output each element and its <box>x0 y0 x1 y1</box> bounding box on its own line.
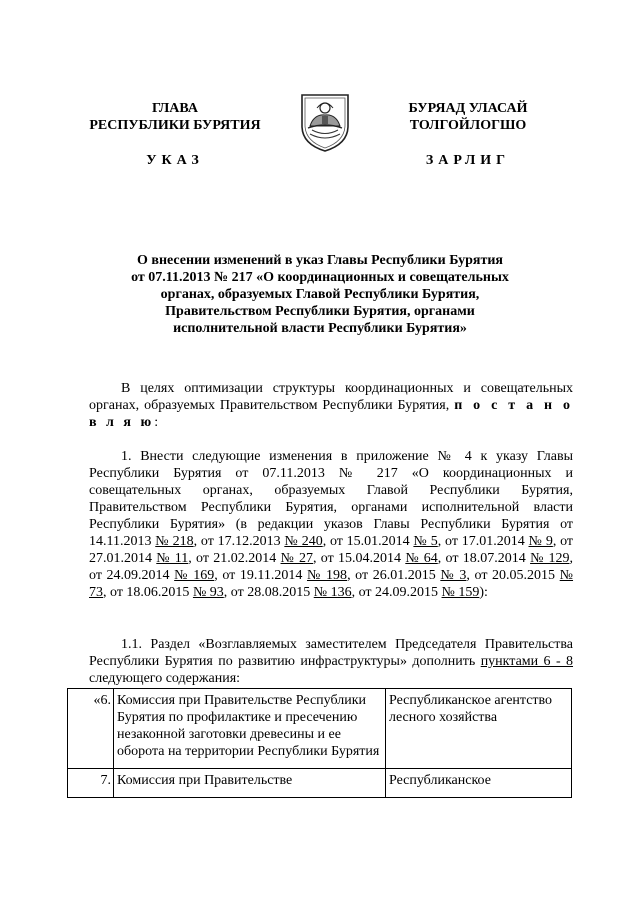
decree-keyword: п о с т а н о в л я ю <box>89 398 574 430</box>
amendment-ref-link[interactable]: № 9 <box>528 534 553 549</box>
amendment-ref-date: , от 19.11.2014 <box>214 568 307 583</box>
amendment-ref-date: ): <box>479 585 488 600</box>
amendment-ref-link[interactable]: № 136 <box>313 585 352 600</box>
title-line: от 07.11.2013 № 217 «О координационных и совещательных <box>131 270 509 285</box>
item-1-text: 1. Внести следующие изменения в приложение № 4 к указу Главы Республики Бурятия от 07.11.2013 № 217 «О координационных и совещательных органах, образуемых Главой Республики Бурятия, Правительством Республики Бурятия, органами исполнительной власти Республики Бурятия» (в редакции указов Главы Республики Бурятия от 14.11.2013 <box>89 449 573 549</box>
amendment-ref-date: , от 27.01.2014 <box>89 534 574 566</box>
coat-of-arms-icon <box>298 92 352 154</box>
header-left <box>70 100 280 169</box>
amendment-ref-date: , от 26.01.2015 <box>347 568 441 583</box>
row-number: 7. <box>68 769 114 798</box>
intro-text: В целях оптимизации структуры координационных и совещательных органах, образуемых Правительством Республики Бурятия, <box>89 381 573 413</box>
intro-end: : <box>154 415 159 430</box>
header-right-line1: БУРЯАД УЛАСАЙ <box>408 101 528 116</box>
amendment-ref-link[interactable]: № 5 <box>413 534 438 549</box>
amendment-ref-date: , от 18.06.2015 <box>103 585 193 600</box>
amendment-ref-date: , от 21.02.2014 <box>188 551 281 566</box>
amendment-refs <box>89 534 573 600</box>
amendment-ref-link[interactable]: № 129 <box>530 551 570 566</box>
amendment-ref-link[interactable]: № 93 <box>192 585 224 600</box>
intro-paragraph <box>89 380 573 431</box>
item-1-1-paragraph <box>89 636 573 687</box>
header-right-line2: ТОЛГОЙЛОГШО <box>409 118 527 133</box>
amendment-ref-link[interactable]: № 3 <box>440 568 467 583</box>
title-line: О внесении изменений в указ Главы Республики Бурятия <box>137 253 503 268</box>
commission-name: Комиссия при Правительстве Республики Бурятия по профилактике и пресечению незаконной заготовки древесины и ее оборота на территории Республики Бурятия <box>114 689 386 769</box>
amendment-ref-link[interactable]: № 64 <box>405 551 438 566</box>
responsible-agency: Республиканское <box>386 769 572 798</box>
amendment-ref-date: , от 28.08.2015 <box>223 585 314 600</box>
table-row <box>68 689 572 769</box>
amendment-ref-link[interactable]: № 11 <box>156 551 189 566</box>
header-right <box>368 100 568 169</box>
item-1-paragraph <box>89 448 573 601</box>
header-left-line1: ГЛАВА <box>152 101 198 116</box>
row-number: «6. <box>68 689 114 769</box>
amendment-ref-link[interactable]: № 240 <box>284 534 323 549</box>
amendment-ref-link[interactable]: № 27 <box>280 551 313 566</box>
title-line: органах, образуемых Главой Республики Бурятия, <box>160 287 480 302</box>
amendment-ref-link[interactable]: № 73 <box>89 568 574 600</box>
header-left-kind: УКАЗ <box>146 153 204 168</box>
points-link[interactable]: пунктами 6 - 8 <box>480 654 574 669</box>
item-1-1-after: следующего содержания: <box>89 671 241 686</box>
header-left-line2: РЕСПУБЛИКИ БУРЯТИЯ <box>89 118 261 133</box>
amendment-ref-link[interactable]: № 198 <box>306 568 348 583</box>
title-line: исполнительной власти Республики Бурятия» <box>173 321 467 336</box>
amendment-ref-date: , от 15.01.2014 <box>322 534 414 549</box>
amendment-ref-date: , от 24.09.2014 <box>89 551 574 583</box>
amendment-ref-date: , от 17.12.2013 <box>193 534 285 549</box>
title-line: Правительством Республики Бурятия, органами <box>165 304 475 319</box>
commissions-table <box>67 688 572 798</box>
amendment-ref-link[interactable]: № 218 <box>155 534 194 549</box>
amendment-ref-date: , от 15.04.2014 <box>313 551 406 566</box>
item-1-1-text: 1.1. Раздел «Возглавляемых заместителем Председателя Правительства Республики Бурятия по развитию инфраструктуры» дополнить <box>89 637 573 669</box>
document-title <box>90 252 550 337</box>
commission-name: Комиссия при Правительстве <box>114 769 386 798</box>
amendment-ref-date: , от 20.05.2015 <box>466 568 560 583</box>
amendment-ref-link[interactable]: № 169 <box>174 568 215 583</box>
amendment-ref-link[interactable]: № 159 <box>441 585 480 600</box>
amendment-ref-date: , от 17.01.2014 <box>437 534 529 549</box>
amendment-ref-date: , от 24.09.2015 <box>351 585 442 600</box>
amendment-ref-date: , от 18.07.2014 <box>437 551 531 566</box>
header-right-kind: ЗАРЛИГ <box>425 153 511 168</box>
table-row <box>68 769 572 798</box>
responsible-agency: Республиканское агентство лесного хозяйства <box>386 689 572 769</box>
